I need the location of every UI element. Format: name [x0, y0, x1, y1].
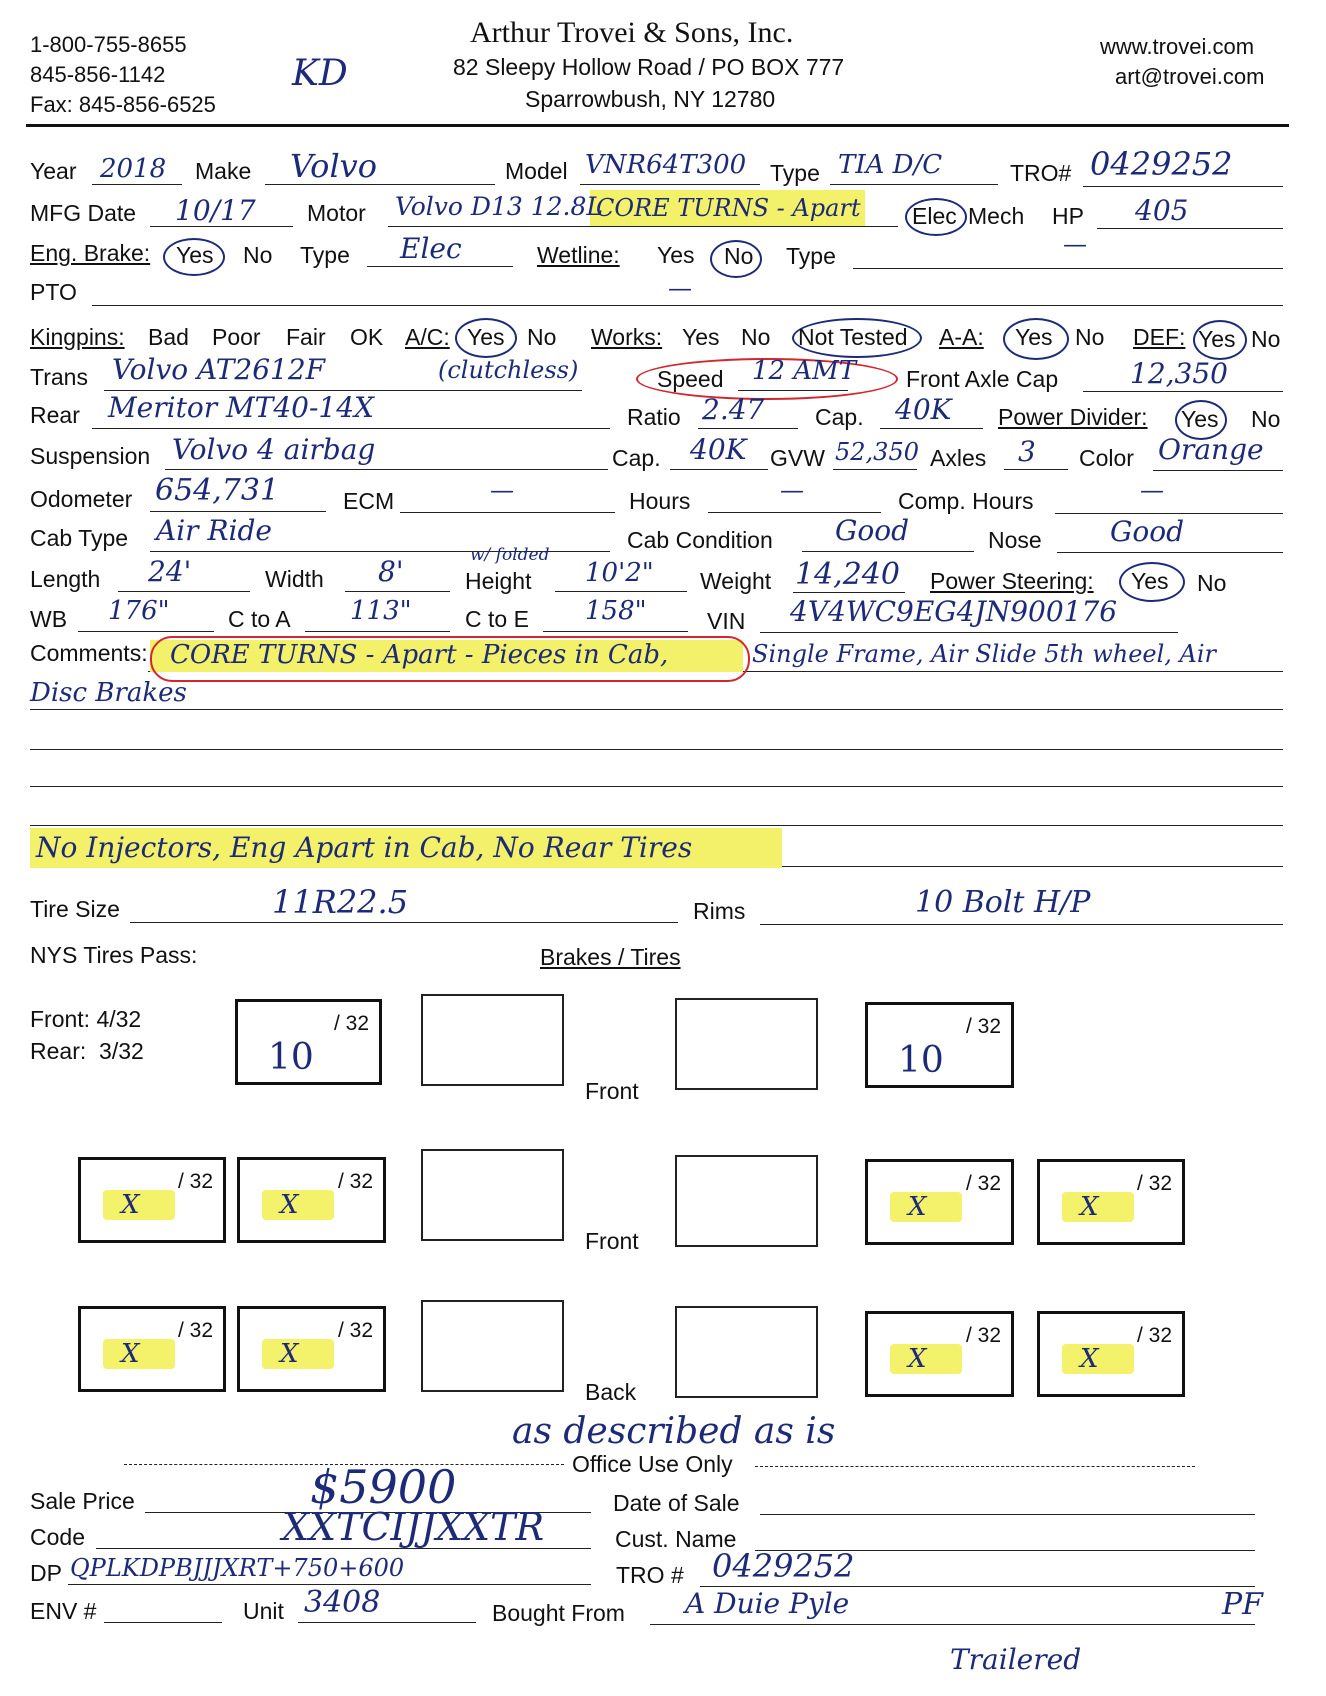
rear-spec: Rear: 3/32: [30, 1038, 144, 1064]
eng-brake-type-line: [367, 266, 513, 267]
odometer-line: [150, 511, 326, 512]
motor-value-b: CORE TURNS - Apart: [596, 194, 861, 222]
rear-value: Meritor MT40-14X: [108, 391, 374, 424]
model-label: Model: [505, 158, 568, 184]
initials: KD: [292, 53, 348, 94]
tire-box-row2-2: [237, 1157, 386, 1243]
ac-label: A/C:: [405, 324, 450, 350]
address-2: Sparrowbush, NY 12780: [525, 86, 776, 112]
eng-brake-type-label: Type: [300, 242, 350, 268]
header-rule: [26, 124, 1289, 127]
ac-yes: Yes: [467, 324, 505, 350]
wb-value: 176": [108, 596, 170, 626]
phone-2: 845-856-1142: [30, 62, 166, 87]
sale-price-label: Sale Price: [30, 1488, 135, 1514]
ecm-label: ECM: [343, 488, 395, 514]
rear-cap-value: 40K: [895, 393, 952, 426]
front-spec: Front: 4/32: [30, 1006, 142, 1032]
rear-line: [92, 428, 610, 429]
make-label: Make: [195, 158, 252, 184]
phone-1: 1-800-755-8655: [30, 32, 187, 57]
def-label: DEF:: [1133, 324, 1186, 350]
eng-brake-type-value: Elec: [400, 232, 462, 265]
comments-label: Comments:: [30, 640, 148, 666]
type-label: Type: [770, 160, 820, 186]
ratio-line: [698, 428, 798, 429]
bought-from-value: A Duie Pyle: [685, 1587, 850, 1620]
c-to-e-label: C to E: [465, 606, 529, 632]
rims-value: 10 Bolt H/P: [915, 885, 1091, 920]
def-no: No: [1251, 326, 1281, 352]
pf-initials: PF: [1222, 1587, 1264, 1622]
tro-line: [1083, 186, 1283, 187]
nose-label: Nose: [988, 527, 1042, 553]
brake-box-row2-left: [421, 1149, 564, 1241]
hours-label: Hours: [629, 488, 691, 514]
fax: Fax: 845-856-6525: [30, 92, 216, 117]
weight-label: Weight: [700, 568, 772, 594]
odometer-value: 654,731: [155, 473, 280, 508]
office-dash-right: [755, 1466, 1195, 1467]
c-to-a-line: [305, 631, 450, 632]
env-line: [104, 1622, 222, 1623]
wetline-yes: Yes: [657, 242, 695, 268]
comments-line-4: [30, 786, 1283, 787]
tro-value: 0429252: [1090, 145, 1233, 183]
width-value: 8': [378, 555, 404, 588]
cab-type-label: Cab Type: [30, 525, 129, 551]
unit-label: Unit: [243, 1598, 284, 1624]
code-value: XXTCIJJXXTR: [282, 1505, 545, 1549]
aa-yes: Yes: [1015, 324, 1053, 350]
motor-value-a: Volvo D13 12.8L: [395, 192, 603, 221]
color-line: [1153, 470, 1283, 471]
comments-value-2: Disc Brakes: [30, 678, 187, 708]
wetline-type-value: —: [1063, 230, 1087, 258]
tire-size-label: Tire Size: [30, 896, 120, 922]
tire-tread-value: 10: [268, 1037, 314, 1078]
c-to-a-value: 113": [350, 596, 412, 626]
tire-fraction: / 32: [965, 1172, 1001, 1195]
mfg-date-value: 10/17: [175, 194, 256, 227]
code-label: Code: [30, 1524, 85, 1550]
length-line: [118, 591, 250, 592]
wetline-type-label: Type: [786, 243, 836, 269]
tire-box-row2-4: [1037, 1159, 1185, 1245]
company-name: Arthur Trovei & Sons, Inc.: [470, 16, 794, 49]
brake-box-row3-left: [421, 1300, 564, 1392]
hp-value: 405: [1135, 194, 1189, 227]
cab-condition-line: [802, 551, 974, 552]
date-of-sale-label: Date of Sale: [613, 1490, 740, 1516]
hp-label: HP: [1052, 203, 1084, 229]
email: art@trovei.com: [1115, 64, 1265, 89]
ac-no: No: [527, 324, 557, 350]
tire-size-value: 11R22.5: [272, 883, 409, 921]
cab-type-value: Air Ride: [156, 514, 272, 547]
mfg-date-label: MFG Date: [30, 200, 137, 226]
axles-label: Axles: [930, 445, 987, 471]
type-line: [830, 184, 998, 185]
back-label: Back: [585, 1379, 637, 1405]
tire-tread-value: 10: [898, 1040, 944, 1081]
brake-box-front-right: [675, 998, 818, 1090]
tire-fraction: / 32: [1136, 1172, 1172, 1195]
dp-value: QPLKDPBJJJXRT+750+600: [70, 1554, 405, 1582]
susp-cap-label: Cap.: [612, 445, 661, 471]
works-label: Works:: [591, 324, 663, 350]
tire-box-row3-1: [78, 1306, 226, 1392]
rear-label: Rear: [30, 402, 80, 428]
color-label: Color: [1079, 445, 1134, 471]
susp-cap-value: 40K: [690, 433, 747, 466]
front-axle-cap-line: [1083, 391, 1283, 392]
rear-cap-line: [880, 428, 983, 429]
brake-box-row3-right: [675, 1306, 818, 1398]
power-divider-yes: Yes: [1181, 406, 1219, 432]
vin-label: VIN: [707, 608, 746, 634]
power-steering-no: No: [1197, 570, 1227, 596]
tire-fraction: / 32: [333, 1012, 369, 1035]
tire-box-row3-2: [237, 1306, 386, 1392]
works-yes: Yes: [682, 324, 720, 350]
website: www.trovei.com: [1100, 34, 1255, 59]
hours-line: [708, 512, 881, 513]
tro-label: TRO#: [1010, 160, 1072, 186]
x-mark: X: [103, 1190, 175, 1220]
c-to-a-label: C to A: [228, 606, 291, 632]
x-mark: X: [890, 1192, 962, 1222]
comments-value-1a: CORE TURNS - Apart - Pieces in Cab,: [170, 640, 669, 670]
tire-size-line: [130, 922, 678, 923]
comp-hours-value: —: [1140, 476, 1164, 504]
height-note: w/ folded: [470, 545, 550, 565]
rims-label: Rims: [693, 898, 746, 924]
tire-box-row2-3: [865, 1159, 1014, 1245]
speed-value: 12 AMT: [752, 356, 857, 386]
tire-box-row2-1: [78, 1157, 226, 1243]
kingpins-label: Kingpins:: [30, 324, 125, 350]
vin-line: [760, 632, 1178, 633]
type-value: TIA D/C: [838, 150, 943, 180]
tire-fraction: / 32: [965, 1015, 1001, 1038]
x-mark: X: [1062, 1192, 1134, 1222]
tro-2-value: 0429252: [712, 1547, 855, 1585]
front-label-2: Front: [585, 1228, 639, 1254]
gvw-label: GVW: [770, 445, 825, 471]
make-value: Volvo: [290, 147, 378, 185]
wetline-label: Wetline:: [537, 242, 620, 268]
comments-line-5: [30, 825, 1283, 826]
tire-box-row3-3: [865, 1311, 1014, 1397]
ecm-value: —: [490, 476, 514, 504]
axles-line: [1004, 469, 1068, 470]
vin-value: 4V4WC9EG4JN900176: [790, 595, 1118, 628]
weight-line: [793, 592, 905, 593]
wb-label: WB: [30, 606, 68, 632]
pto-line: [92, 305, 1283, 306]
year-value: 2018: [100, 154, 167, 184]
comments-value-1b: Single Frame, Air Slide 5th wheel, Air: [752, 640, 1217, 668]
height-label: Height: [465, 568, 532, 594]
pto-label: PTO: [30, 279, 77, 305]
c-to-e-line: [543, 631, 688, 632]
year-line: [92, 184, 182, 185]
power-steering-label: Power Steering:: [930, 568, 1094, 594]
gvw-line: [833, 469, 917, 470]
width-label: Width: [265, 566, 324, 592]
width-line: [345, 591, 450, 592]
aa-label: A-A:: [939, 324, 984, 350]
odometer-label: Odometer: [30, 486, 133, 512]
dp-label: DP: [30, 1560, 62, 1586]
x-mark: X: [262, 1339, 334, 1369]
speed-line: [738, 390, 848, 391]
pto-value: —: [668, 274, 692, 302]
tire-fraction: / 32: [177, 1170, 213, 1193]
eng-brake-no: No: [243, 242, 273, 268]
kingpins-fair: Fair: [286, 324, 326, 350]
comp-hours-line: [1055, 513, 1283, 514]
length-value: 24': [148, 555, 192, 588]
brake-box-front-left: [421, 994, 564, 1086]
bought-from-line: [650, 1624, 1255, 1625]
unit-value: 3408: [304, 1585, 381, 1620]
tire-fraction: / 32: [965, 1324, 1001, 1347]
model-line: [580, 184, 760, 185]
weight-value: 14,240: [795, 557, 900, 592]
sale-price-value: $5900: [310, 1460, 457, 1514]
brakes-tires-label: Brakes / Tires: [540, 944, 681, 970]
tire-box-row3-4: [1037, 1311, 1185, 1397]
nose-line: [1057, 552, 1283, 553]
env-label: ENV #: [30, 1598, 97, 1624]
office-use-only-label: Office Use Only: [572, 1451, 733, 1477]
cust-name-label: Cust. Name: [615, 1526, 737, 1552]
model-value: VNR64T300: [585, 150, 747, 180]
mech-option: Mech: [968, 203, 1025, 229]
eng-brake-label: Eng. Brake:: [30, 240, 151, 266]
trans-note: (clutchless): [438, 356, 579, 384]
kingpins-bad: Bad: [148, 324, 189, 350]
power-divider-label: Power Divider:: [998, 404, 1148, 430]
tire-fraction: / 32: [337, 1170, 373, 1193]
motor-line: [388, 226, 898, 227]
x-mark: X: [890, 1344, 962, 1374]
length-label: Length: [30, 566, 101, 592]
kingpins-poor: Poor: [212, 324, 261, 350]
c-to-e-value: 158": [585, 596, 647, 626]
unit-line: [298, 1622, 476, 1623]
cab-condition-label: Cab Condition: [627, 527, 773, 553]
address-1: 82 Sleepy Hollow Road / PO BOX 777: [453, 54, 845, 80]
front-axle-cap-value: 12,350: [1130, 357, 1228, 390]
hp-line: [1097, 228, 1283, 229]
trans-value: Volvo AT2612F: [112, 353, 326, 386]
hours-value: —: [780, 476, 804, 504]
rims-line: [760, 924, 1283, 925]
front-axle-cap-label: Front Axle Cap: [906, 366, 1059, 392]
brake-box-row2-right: [675, 1155, 818, 1247]
x-mark: X: [1062, 1344, 1134, 1374]
eng-brake-yes: Yes: [176, 242, 214, 268]
def-yes: Yes: [1198, 326, 1236, 352]
elec-option: Elec: [912, 203, 957, 229]
power-divider-no: No: [1251, 406, 1281, 432]
tro-2-label: TRO #: [616, 1562, 684, 1588]
nose-value: Good: [1110, 515, 1185, 548]
wetline-no: No: [724, 243, 754, 269]
tire-box-front-left: [235, 999, 382, 1085]
trans-label: Trans: [30, 364, 88, 390]
kingpins-ok: OK: [350, 324, 384, 350]
wetline-type-line: [853, 268, 1283, 269]
year-label: Year: [30, 158, 77, 184]
comp-hours-label: Comp. Hours: [898, 488, 1034, 514]
aa-no: No: [1075, 324, 1105, 350]
x-mark: X: [262, 1190, 334, 1220]
nys-tires-pass-label: NYS Tires Pass:: [30, 942, 198, 968]
tire-fraction: / 32: [337, 1319, 373, 1342]
comments-line-3: [30, 749, 1283, 750]
suspension-label: Suspension: [30, 443, 151, 469]
gvw-value: 52,350: [835, 438, 919, 466]
motor-label: Motor: [307, 200, 366, 226]
cab-condition-value: Good: [835, 514, 910, 547]
rear-cap-label: Cap.: [815, 404, 864, 430]
date-of-sale-line: [760, 1514, 1255, 1515]
note-value: No Injectors, Eng Apart in Cab, No Rear Tires: [36, 831, 693, 864]
suspension-line: [165, 469, 608, 470]
trailered-note: Trailered: [950, 1643, 1082, 1676]
height-value: 10'2": [585, 558, 654, 588]
as-described-note: as described as is: [512, 1411, 836, 1452]
suspension-value: Volvo 4 airbag: [172, 433, 376, 466]
height-line: [555, 591, 687, 592]
tire-fraction: / 32: [177, 1319, 213, 1342]
bought-from-label: Bought From: [492, 1600, 625, 1626]
ecm-line: [400, 512, 615, 513]
comments-line-2: [30, 709, 1283, 710]
wb-line: [78, 631, 214, 632]
ratio-value: 2.47: [702, 393, 765, 426]
x-mark: X: [103, 1339, 175, 1369]
axles-value: 3: [1018, 435, 1036, 468]
color-value: Orange: [1158, 433, 1264, 466]
susp-cap-line: [670, 469, 768, 470]
power-steering-yes: Yes: [1131, 568, 1169, 594]
ratio-label: Ratio: [627, 404, 681, 430]
speed-label: Speed: [657, 366, 724, 392]
front-label-1: Front: [585, 1078, 639, 1104]
works-no: No: [741, 324, 771, 350]
tire-fraction: / 32: [1136, 1324, 1172, 1347]
works-not-tested: Not Tested: [798, 324, 908, 350]
tire-box-front-right: [865, 1002, 1014, 1088]
